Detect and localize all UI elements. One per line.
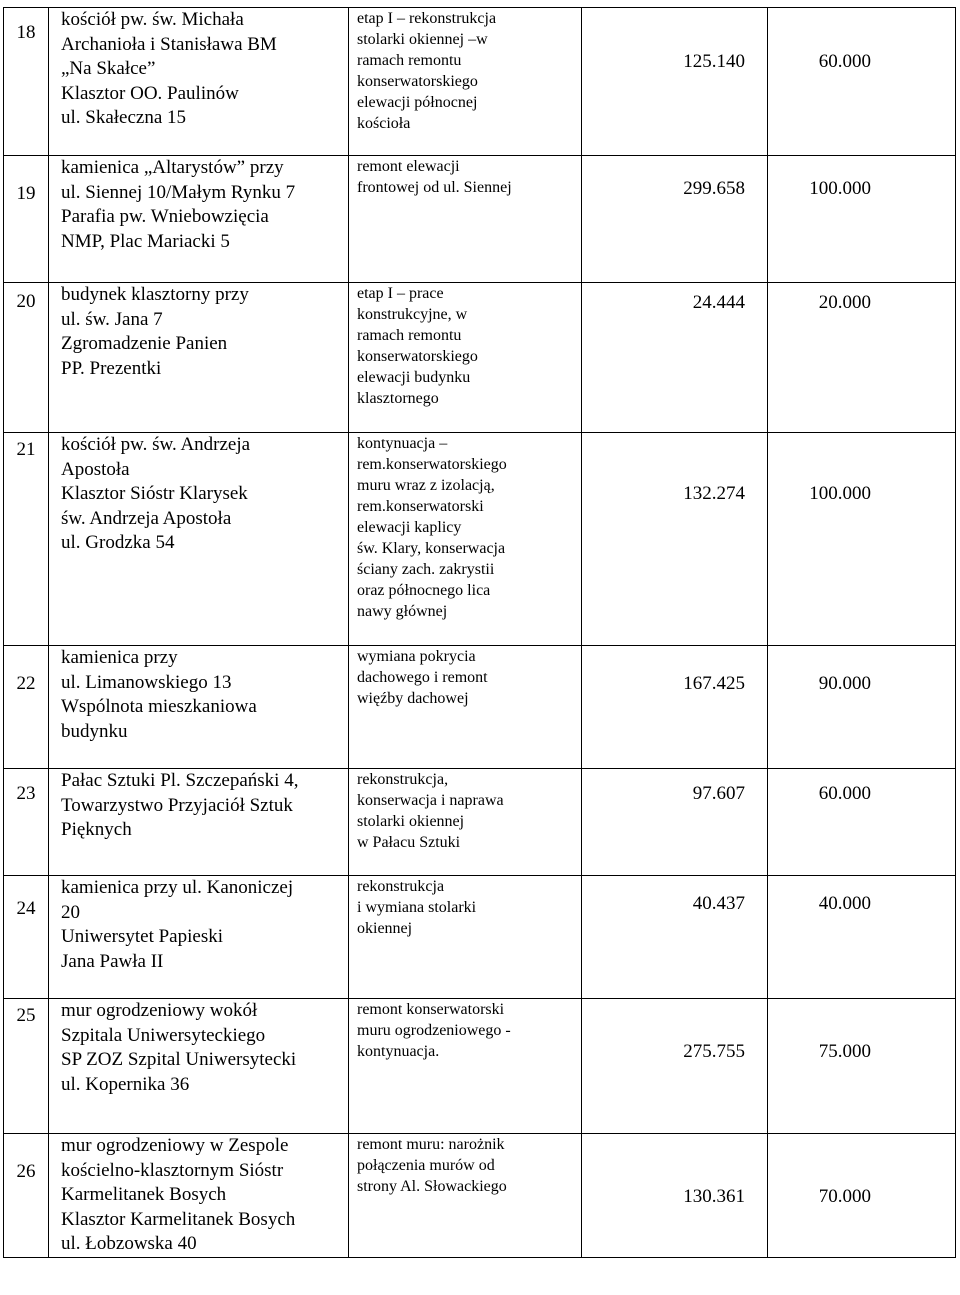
object-line: ul. Kopernika 36 [61,1073,190,1095]
work-line: remont muru: narożnik [357,1136,505,1153]
work-line: ramach remontu [357,327,462,344]
row-number: 20 [4,283,49,433]
object-line: Wspólnota mieszkaniowa [61,696,257,717]
object-line: Zgromadzenie Panien [61,333,228,354]
object-line: ul. Grodzka 54 [61,532,175,553]
object-line: 20 [61,901,80,923]
object-line: Pałac Sztuki Pl. Szczepański 4, [61,770,299,791]
monument-grants-table [3,7,956,1258]
object-line: Pięknych [61,819,132,840]
work-line: muru wraz z izolacją, [357,477,495,494]
work-description [349,876,582,999]
object-line: SP ZOZ Szpital Uniwersytecki [61,1049,297,1070]
work-line: dachowego i remont [357,669,488,686]
work-line: stolarki okiennej –w [357,31,488,48]
work-line: rekonstrukcja [357,878,445,895]
row-number: 22 [4,646,49,769]
row-number: 23 [4,769,49,876]
work-description [349,433,582,646]
object-line: Apostoła [61,458,130,480]
object-description [49,433,349,646]
object-line: ul. Limanowskiego 13 [61,671,232,693]
object-line: Towarzystwo Przyjaciół Sztuk [61,794,293,816]
object-description [49,1134,349,1258]
work-description [349,769,582,876]
work-line: elewacji kaplicy [357,519,462,536]
work-line: kontynuacja – [357,435,448,452]
work-description [349,8,582,156]
row-number: 24 [4,876,49,999]
object-description [49,8,349,156]
work-line: ramach remontu [357,52,462,69]
object-line: kościół pw. św. Andrzeja [61,434,251,455]
work-line: konserwacja i naprawa [357,792,504,809]
object-line: Archanioła i Stanisława BM [61,33,277,55]
row-number: 25 [4,999,49,1134]
grant-amount: 75.000 [768,999,956,1134]
object-line: ul. Skałeczna 15 [61,107,187,128]
object-line: Parafia pw. Wniebowzięcia [61,206,269,227]
object-description [49,999,349,1134]
work-line: etap I – prace [357,285,444,302]
table-row [4,8,956,156]
object-line: ul. św. Jana 7 [61,308,163,330]
object-line: Uniwersytet Papieski [61,926,224,947]
work-description [349,1134,582,1258]
work-line: nawy głównej [357,603,448,620]
grant-amount: 20.000 [768,283,956,433]
object-line: Jana Pawła II [61,950,164,972]
total-cost: 132.274 [582,433,768,646]
row-number: 18 [4,8,49,156]
object-line: Szpitala Uniwersyteckiego [61,1024,266,1046]
work-description [349,156,582,283]
object-line: Karmelitanek Bosych [61,1184,227,1205]
work-line: w Pałacu Sztuki [357,834,461,851]
work-line: połączenia murów od [357,1157,495,1174]
total-cost: 97.607 [582,769,768,876]
object-line: Klasztor Karmelitanek Bosych [61,1208,296,1230]
row-number: 26 [4,1134,49,1258]
object-line: kamienica przy [61,647,178,668]
work-line: okiennej [357,920,413,937]
work-line: stolarki okiennej [357,813,465,830]
object-line: budynku [61,720,128,742]
object-description [49,646,349,769]
object-line: Klasztor Sióstr Klarysek [61,483,248,504]
table-row [4,283,956,433]
work-description [349,646,582,769]
work-line: strony Al. Słowackiego [357,1178,507,1195]
total-cost: 167.425 [582,646,768,769]
total-cost: 130.361 [582,1134,768,1258]
object-line: „Na Skałce” [61,58,156,79]
object-line: mur ogrodzeniowy w Zespole [61,1135,289,1156]
object-line: mur ogrodzeniowy wokół [61,1000,258,1021]
work-line: konserwatorskiego [357,348,478,365]
table-row [4,999,956,1134]
work-line: muru ogrodzeniowego - [357,1022,511,1039]
object-line: kamienica przy ul. Kanoniczej [61,877,294,898]
work-line: rekonstrukcja, [357,771,449,788]
table-row [4,156,956,283]
work-line: ściany zach. zakrystii [357,561,495,578]
work-line: i wymiana stolarki [357,899,477,916]
grant-amount: 100.000 [768,433,956,646]
work-line: konstrukcyjne, w [357,306,468,323]
total-cost: 24.444 [582,283,768,433]
work-line: rem.konserwatorskiego [357,456,507,473]
work-description [349,999,582,1134]
table-body [4,8,956,1258]
work-line: wymiana pokrycia [357,648,476,665]
object-line: kamienica „Altarystów” przy [61,157,284,178]
object-line: kościół pw. św. Michała [61,9,244,30]
total-cost: 275.755 [582,999,768,1134]
work-line: św. Klary, konserwacja [357,540,506,557]
work-line: kościoła [357,115,411,132]
object-description [49,156,349,283]
work-line: elewacji budynku [357,369,471,386]
work-line: remont konserwatorski [357,1001,505,1018]
grant-amount: 40.000 [768,876,956,999]
work-line: frontowej od ul. Siennej [357,179,512,196]
work-line: kontynuacja. [357,1043,440,1060]
object-line: kościelno-klasztornym Sióstr [61,1159,284,1181]
work-line: elewacji północnej [357,94,478,111]
object-line: PP. Prezentki [61,357,162,379]
object-description [49,283,349,433]
object-description [49,769,349,876]
work-description [349,283,582,433]
total-cost: 40.437 [582,876,768,999]
object-line: budynek klasztorny przy [61,284,249,305]
work-line: klasztornego [357,390,439,407]
work-line: oraz północnego lica [357,582,491,599]
object-line: ul. Łobzowska 40 [61,1233,197,1254]
total-cost: 299.658 [582,156,768,283]
grant-amount: 60.000 [768,769,956,876]
row-number: 19 [4,156,49,283]
work-line: konserwatorskiego [357,73,478,90]
table-row [4,876,956,999]
work-line: rem.konserwatorski [357,498,484,515]
row-number: 21 [4,433,49,646]
object-line: NMP, Plac Mariacki 5 [61,230,230,252]
grant-amount: 100.000 [768,156,956,283]
object-line: ul. Siennej 10/Małym Rynku 7 [61,181,296,203]
object-description [49,876,349,999]
grant-amount: 60.000 [768,8,956,156]
total-cost: 125.140 [582,8,768,156]
grant-amount: 90.000 [768,646,956,769]
work-line: etap I – rekonstrukcja [357,10,497,27]
table-row [4,1134,956,1258]
object-line: Klasztor OO. Paulinów [61,82,239,104]
table-row [4,433,956,646]
grant-amount: 70.000 [768,1134,956,1258]
table-row [4,769,956,876]
work-line: więźby dachowej [357,690,469,707]
work-line: remont elewacji [357,158,460,175]
object-line: św. Andrzeja Apostoła [61,507,232,529]
table-row [4,646,956,769]
